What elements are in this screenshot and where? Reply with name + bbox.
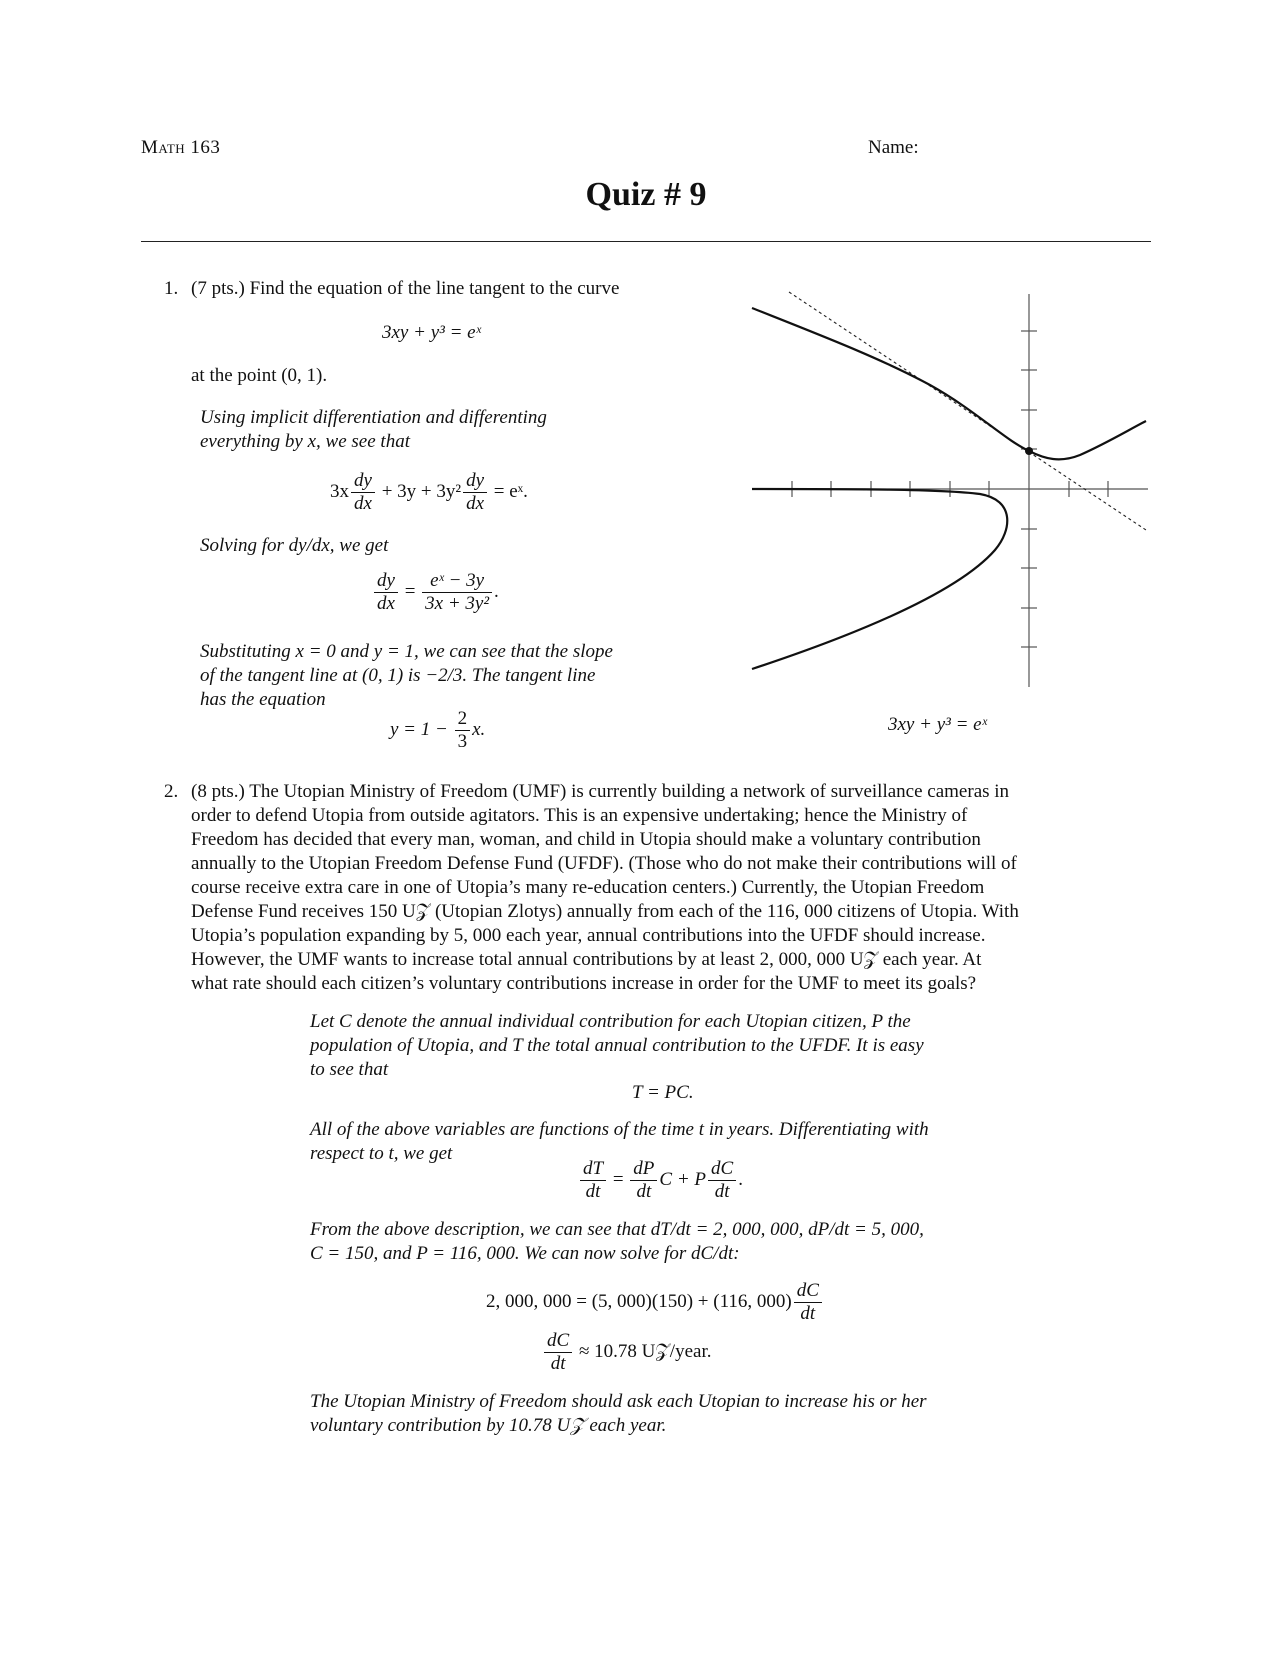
problem1-prompt: (7 pts.) Find the equation of the line tangent to the curve [191, 278, 620, 299]
course-label: Math 163 [141, 137, 221, 158]
dydx-lhs-den: dx [377, 593, 395, 614]
prompt-line: However, the UMF wants to increase total annual contributions by at least 2, 000, 000 U𝒵 each year. At [191, 949, 982, 970]
solve-for-text: Solving for dy/dx, we get [200, 535, 389, 556]
tangent-point [1025, 447, 1033, 455]
deriv-frac2-num: dy [463, 470, 487, 493]
deriv-equals: = [612, 1168, 624, 1190]
graph-caption: 3xy + y³ = eˣ [888, 714, 987, 735]
problem2-prompt [191, 780, 1151, 996]
tangent-right: x. [472, 718, 486, 740]
dC-num: dC [708, 1158, 736, 1181]
conclusion-line: voluntary contribution by 10.78 U𝒵 each year. [310, 1415, 667, 1436]
let-definitions [310, 1010, 924, 1082]
solve1-num: dC [794, 1280, 822, 1303]
deriv-left: 3x [330, 480, 349, 502]
tangent-frac-den: 3 [457, 731, 468, 752]
prompt-line: Defense Fund receives 150 U𝒵 (Utopian Zlotys) annually from each of the 116, 000 citizens of Utopia. With [191, 901, 1019, 922]
from-description-text [310, 1218, 924, 1266]
dydx-rhs-num: eˣ − 3y [422, 570, 492, 593]
vars-line: All of the above variables are functions of the time t in years. Differentiating with [310, 1119, 929, 1140]
curve-lower-branch [752, 489, 1007, 669]
solve2-den: dt [550, 1353, 566, 1374]
substitution-line2: of the tangent line at (0, 1) is −2/3. The tangent line [200, 665, 596, 686]
deriv-end: . [738, 1168, 743, 1190]
let-line: Let C denote the annual individual contribution for each Utopian citizen, P the [310, 1011, 911, 1032]
product-rule-equation [578, 1158, 743, 1203]
problem2-number: 2. [164, 781, 179, 802]
prompt-line: annually to the Utopian Freedom Defense Fund (UFDF). (Those who do not make their contributions will of [191, 853, 1017, 874]
dydx-lhs-num: dy [374, 570, 398, 593]
page-title: Quiz # 9 [585, 176, 707, 213]
prompt-line: what rate should each citizen’s voluntary contributions increase in order for the UMF to meet its goals? [191, 973, 977, 994]
prompt-line: Utopia’s population expanding by 5, 000 each year, annual contributions into the UFDF should increase. [191, 925, 986, 946]
header-divider [141, 241, 1151, 242]
deriv-mid: C + P [659, 1168, 707, 1190]
conclusion-line: The Utopian Ministry of Freedom should ask each Utopian to increase his or her [310, 1391, 927, 1412]
tangent-line [789, 292, 1146, 530]
solve2-text: ≈ 10.78 U𝒵/year. [578, 1340, 712, 1362]
dP-num: dP [630, 1158, 657, 1181]
dC-den: dt [714, 1181, 730, 1202]
prompt-line: Freedom has decided that every man, woman, and child in Utopia should make a voluntary contribution [191, 829, 981, 850]
solve2-num: dC [544, 1330, 572, 1353]
solution1-intro-line2: everything by x, we see that [200, 431, 410, 452]
curve-graph [740, 280, 1160, 700]
problem1-point-text: at the point (0, 1). [191, 365, 328, 386]
substitution-line3: has the equation [200, 689, 326, 710]
tangent-left: y = 1 − [390, 718, 448, 740]
implicit-derivative-equation [330, 470, 528, 515]
solve1-text: 2, 000, 000 = (5, 000)(150) + (116, 000) [486, 1290, 792, 1312]
from-line: C = 150, and P = 116, 000. We can now solve for dC/dt: [310, 1243, 740, 1264]
problem1-number: 1. [164, 278, 179, 299]
let-line: to see that [310, 1059, 389, 1080]
substitution-line1: Substituting x = 0 and y = 1, we can see that the slope [200, 641, 613, 662]
curve-upper-branch [752, 308, 1146, 459]
deriv-right: = eˣ. [493, 480, 528, 502]
conclusion-text [310, 1390, 927, 1438]
let-line: population of Utopia, and T the total annual contribution to the UFDF. It is easy [310, 1035, 924, 1056]
tangent-line-equation [390, 708, 485, 753]
tpc-equation: T = PC. [632, 1082, 694, 1103]
tangent-frac-num: 2 [455, 708, 471, 731]
deriv-frac1-den: dx [354, 493, 372, 514]
name-label: Name: [868, 137, 919, 158]
prompt-line: (8 pts.) The Utopian Ministry of Freedom (UMF) is currently building a network of surveillance cameras in [191, 781, 1010, 802]
solve1-den: dt [800, 1303, 816, 1324]
dT-den: dt [585, 1181, 601, 1202]
solution1-intro-line1: Using implicit differentiation and differenting [200, 407, 547, 428]
problem1-equation: 3xy + y³ = eˣ [382, 322, 481, 343]
from-line: From the above description, we can see that dT/dt = 2, 000, 000, dP/dt = 5, 000, [310, 1219, 924, 1240]
deriv-frac1-num: dy [351, 470, 375, 493]
solve-equation-2 [542, 1330, 711, 1375]
dP-den: dt [636, 1181, 652, 1202]
deriv-mid: + 3y + 3y² [381, 480, 462, 502]
dydx-end: . [494, 580, 499, 602]
dydx-equation [372, 570, 499, 615]
dydx-equals: = [404, 580, 416, 602]
prompt-line: order to defend Utopia from outside agitators. This is an expensive undertaking; hence the Ministry of [191, 805, 968, 826]
vars-line: respect to t, we get [310, 1143, 453, 1164]
prompt-line: course receive extra care in one of Utopia’s many re-education centers.) Currently, the Utopian Freedom [191, 877, 985, 898]
solve-equation-1 [486, 1280, 824, 1325]
dT-num: dT [580, 1158, 606, 1181]
deriv-frac2-den: dx [466, 493, 485, 514]
dydx-rhs-den: 3x + 3y² [425, 593, 490, 614]
